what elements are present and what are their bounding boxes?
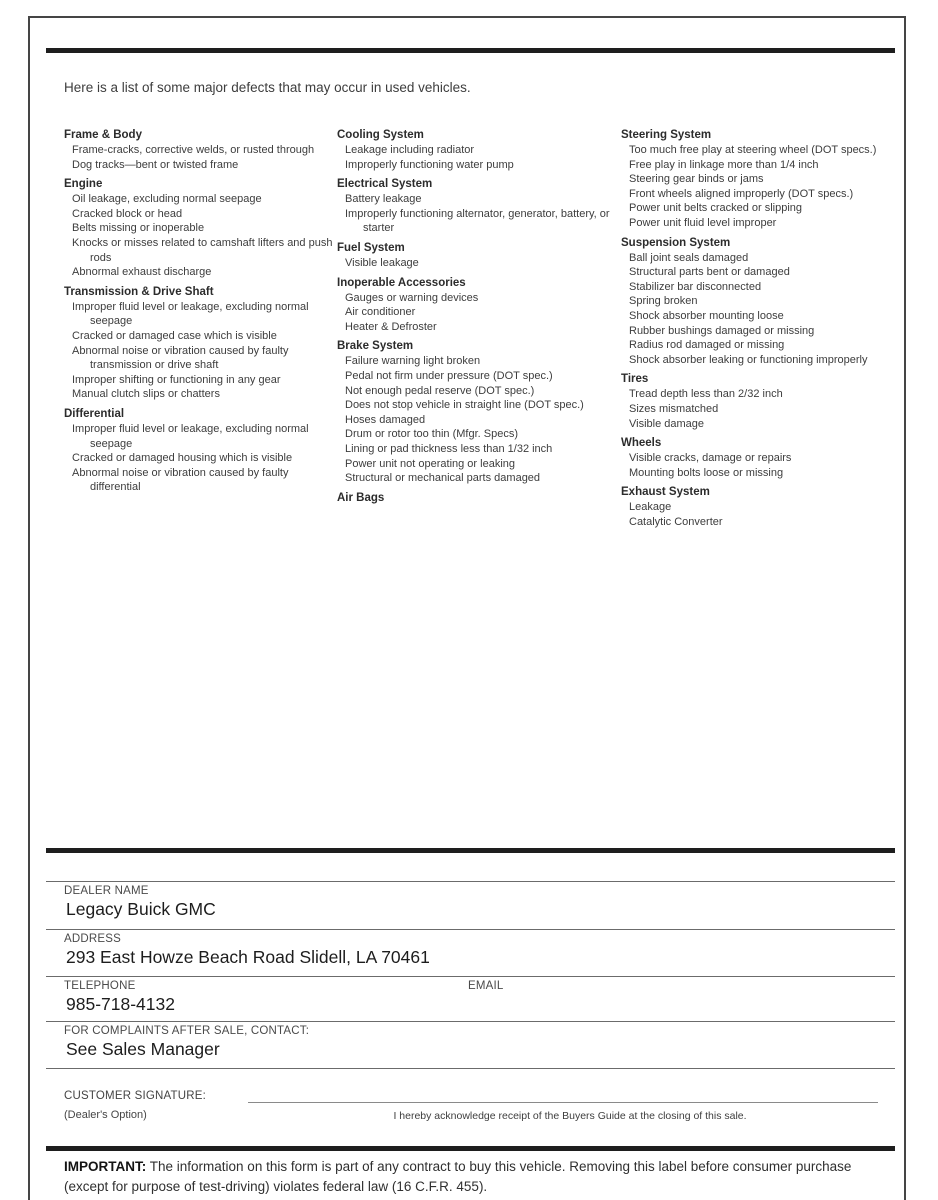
defect-section [337, 177, 618, 236]
defect-section [64, 128, 334, 172]
defect-item: Catalytic Converter [629, 515, 723, 528]
field-complaints-contact [46, 1021, 895, 1060]
defect-item: Shock absorber leaking or functioning improperly [629, 353, 868, 366]
defect-section-heading: Steering System [621, 129, 712, 141]
defect-item: Radius rod damaged or missing [629, 339, 785, 352]
defect-item: Does not stop vehicle in straight line (DOT spec.) [345, 399, 584, 412]
dealer-name-value: Legacy Buick GMC [66, 899, 216, 919]
defect-item: Oil leakage, excluding normal seepage [72, 193, 262, 206]
dealers-option-note: (Dealer's Option) [64, 1109, 147, 1121]
dealer-section-divider-rule [46, 848, 895, 853]
field-rule [46, 881, 895, 882]
defect-section-heading: Exhaust System [621, 486, 710, 499]
field-rule [46, 929, 895, 930]
field-rule [46, 976, 895, 977]
important-notice [64, 1157, 882, 1198]
defect-item: Rubber bushings damaged or missing [629, 324, 815, 337]
defect-item: Visible damage [629, 417, 705, 430]
defect-section-heading: Wheels [621, 437, 662, 450]
defect-section [64, 407, 334, 495]
defect-item: Structural or mechanical parts damaged [345, 472, 541, 485]
defect-item: Tread depth less than 2/32 inch [629, 388, 783, 401]
defect-item: Improperly functioning water pump [345, 158, 514, 171]
defect-item: Air conditioner [345, 306, 416, 319]
defect-item: Pedal not firm under pressure (DOT spec.) [345, 369, 553, 382]
defect-item: Gauges or warning devices [345, 291, 479, 304]
defect-item: Dog tracks—bent or twisted frame [72, 158, 239, 171]
defect-section [621, 485, 909, 529]
defect-section-heading: Differential [64, 407, 125, 420]
defect-item: Abnormal noise or vibration caused by faulty differential [72, 466, 289, 494]
defect-item: Power unit not operating or leaking [345, 457, 515, 470]
defect-item: Stabilizer bar disconnected [629, 280, 762, 293]
defect-section [621, 128, 909, 231]
defect-item: Front wheels aligned improperly (DOT specs.) [629, 187, 854, 200]
defect-section-heading: Cooling System [337, 129, 424, 141]
defect-section [337, 128, 618, 172]
defect-item: Improperly functioning alternator, generator, battery, or starter [345, 207, 610, 235]
complaints-contact-value: See Sales Manager [66, 1039, 220, 1059]
defect-item: Drum or rotor too thin (Mfgr. Specs) [345, 428, 518, 441]
defect-section [337, 491, 618, 506]
defect-item: Structural parts bent or damaged [629, 266, 790, 279]
defect-item: Spring broken [629, 295, 698, 308]
defect-item: Not enough pedal reserve (DOT spec.) [345, 384, 535, 397]
defect-item: Visible cracks, damage or repairs [629, 452, 792, 465]
defect-item: Lining or pad thickness less than 1/32 inch [345, 442, 553, 455]
defect-section-heading: Tires [621, 373, 649, 386]
acknowledgment-text: I hereby acknowledge receipt of the Buyers Guide at the closing of this sale. [393, 1110, 747, 1122]
defect-item: Free play in linkage more than 1/4 inch [629, 158, 819, 171]
defect-section-heading: Suspension System [621, 236, 731, 249]
defect-section [64, 285, 334, 402]
defect-item: Cracked block or head [72, 207, 183, 220]
telephone-value: 985-718-4132 [66, 994, 175, 1014]
customer-signature-line [248, 1102, 878, 1103]
defect-section-heading: Inoperable Accessories [337, 276, 466, 289]
important-label: IMPORTANT: [64, 1159, 147, 1174]
defect-section [337, 339, 618, 485]
top-divider-rule [46, 48, 895, 53]
defect-item: Abnormal exhaust discharge [72, 266, 212, 279]
defect-item: Belts missing or inoperable [72, 222, 205, 235]
field-address [46, 929, 895, 968]
defects-column-3 [621, 128, 909, 534]
defect-item: Leakage including radiator [345, 144, 475, 156]
defect-item: Ball joint seals damaged [629, 251, 749, 264]
defect-section-heading: Electrical System [337, 178, 433, 191]
defect-section [64, 177, 334, 280]
defects-column-2 [337, 128, 618, 511]
defect-section-heading: Engine [64, 178, 103, 191]
defect-item: Power unit belts cracked or slipping [629, 202, 803, 215]
defect-section [621, 372, 909, 431]
field-rule [46, 1068, 895, 1069]
defect-section-heading: Air Bags [337, 491, 385, 504]
defect-item: Mounting bolts loose or missing [629, 466, 784, 479]
defect-item: Hoses damaged [345, 413, 426, 426]
field-telephone-email [46, 976, 895, 1015]
defect-section [337, 241, 618, 271]
defect-item: Cracked or damaged case which is visible [72, 329, 277, 342]
defect-section [621, 236, 909, 368]
defects-intro-text: Here is a list of some major defects that may occur in used vehicles. [64, 80, 471, 95]
defect-item: Sizes mismatched [629, 402, 719, 415]
field-dealer-name [46, 881, 895, 920]
field-rule [46, 1021, 895, 1022]
defect-item: Improper fluid level or leakage, excluding normal seepage [72, 300, 309, 328]
defect-item: Knocks or misses related to camshaft lifters and push rods [72, 236, 333, 264]
defect-item: Leakage [629, 501, 672, 514]
customer-signature-label: CUSTOMER SIGNATURE: [64, 1090, 207, 1102]
defect-item: Manual clutch slips or chatters [72, 388, 220, 401]
defect-item: Power unit fluid level improper [629, 216, 777, 229]
defect-item: Battery leakage [345, 193, 422, 206]
defect-item: Cracked or damaged housing which is visible [72, 452, 293, 465]
bottom-divider-rule [46, 1146, 895, 1151]
defect-item: Shock absorber mounting loose [629, 309, 784, 322]
defects-column-1 [64, 128, 334, 500]
defect-item: Visible leakage [345, 256, 419, 269]
defect-section [337, 276, 618, 335]
email-label: EMAIL [468, 980, 504, 992]
telephone-label: TELEPHONE [64, 980, 136, 992]
defect-item: Abnormal noise or vibration caused by faulty transmission or drive shaft [72, 344, 289, 372]
defect-item: Improper fluid level or leakage, excluding normal seepage [72, 422, 309, 450]
complaints-contact-label: FOR COMPLAINTS AFTER SALE, CONTACT: [64, 1025, 310, 1037]
defect-section-heading: Frame & Body [64, 129, 142, 141]
important-text: The information on this form is part of any contract to buy this vehicle. Removing this label before consumer purchase (except for purpose of test-driving) violates federal law (16 C.F.R. 455). [64, 1159, 852, 1195]
address-value: 293 East Howze Beach Road Slidell, LA 70461 [66, 947, 430, 967]
defect-item: Too much free play at steering wheel (DOT specs.) [629, 144, 877, 156]
defect-item: Frame-cracks, corrective welds, or rusted through [72, 144, 315, 156]
defect-section-heading: Brake System [337, 340, 414, 353]
address-label: ADDRESS [64, 933, 121, 945]
defect-item: Failure warning light broken [345, 355, 481, 368]
defect-section-heading: Fuel System [337, 241, 405, 254]
dealer-name-label: DEALER NAME [64, 885, 149, 897]
defect-section [621, 436, 909, 480]
defect-item: Heater & Defroster [345, 320, 437, 333]
defect-item: Improper shifting or functioning in any gear [72, 373, 281, 386]
defect-item: Steering gear binds or jams [629, 173, 764, 186]
defect-section-heading: Transmission & Drive Shaft [64, 285, 214, 298]
